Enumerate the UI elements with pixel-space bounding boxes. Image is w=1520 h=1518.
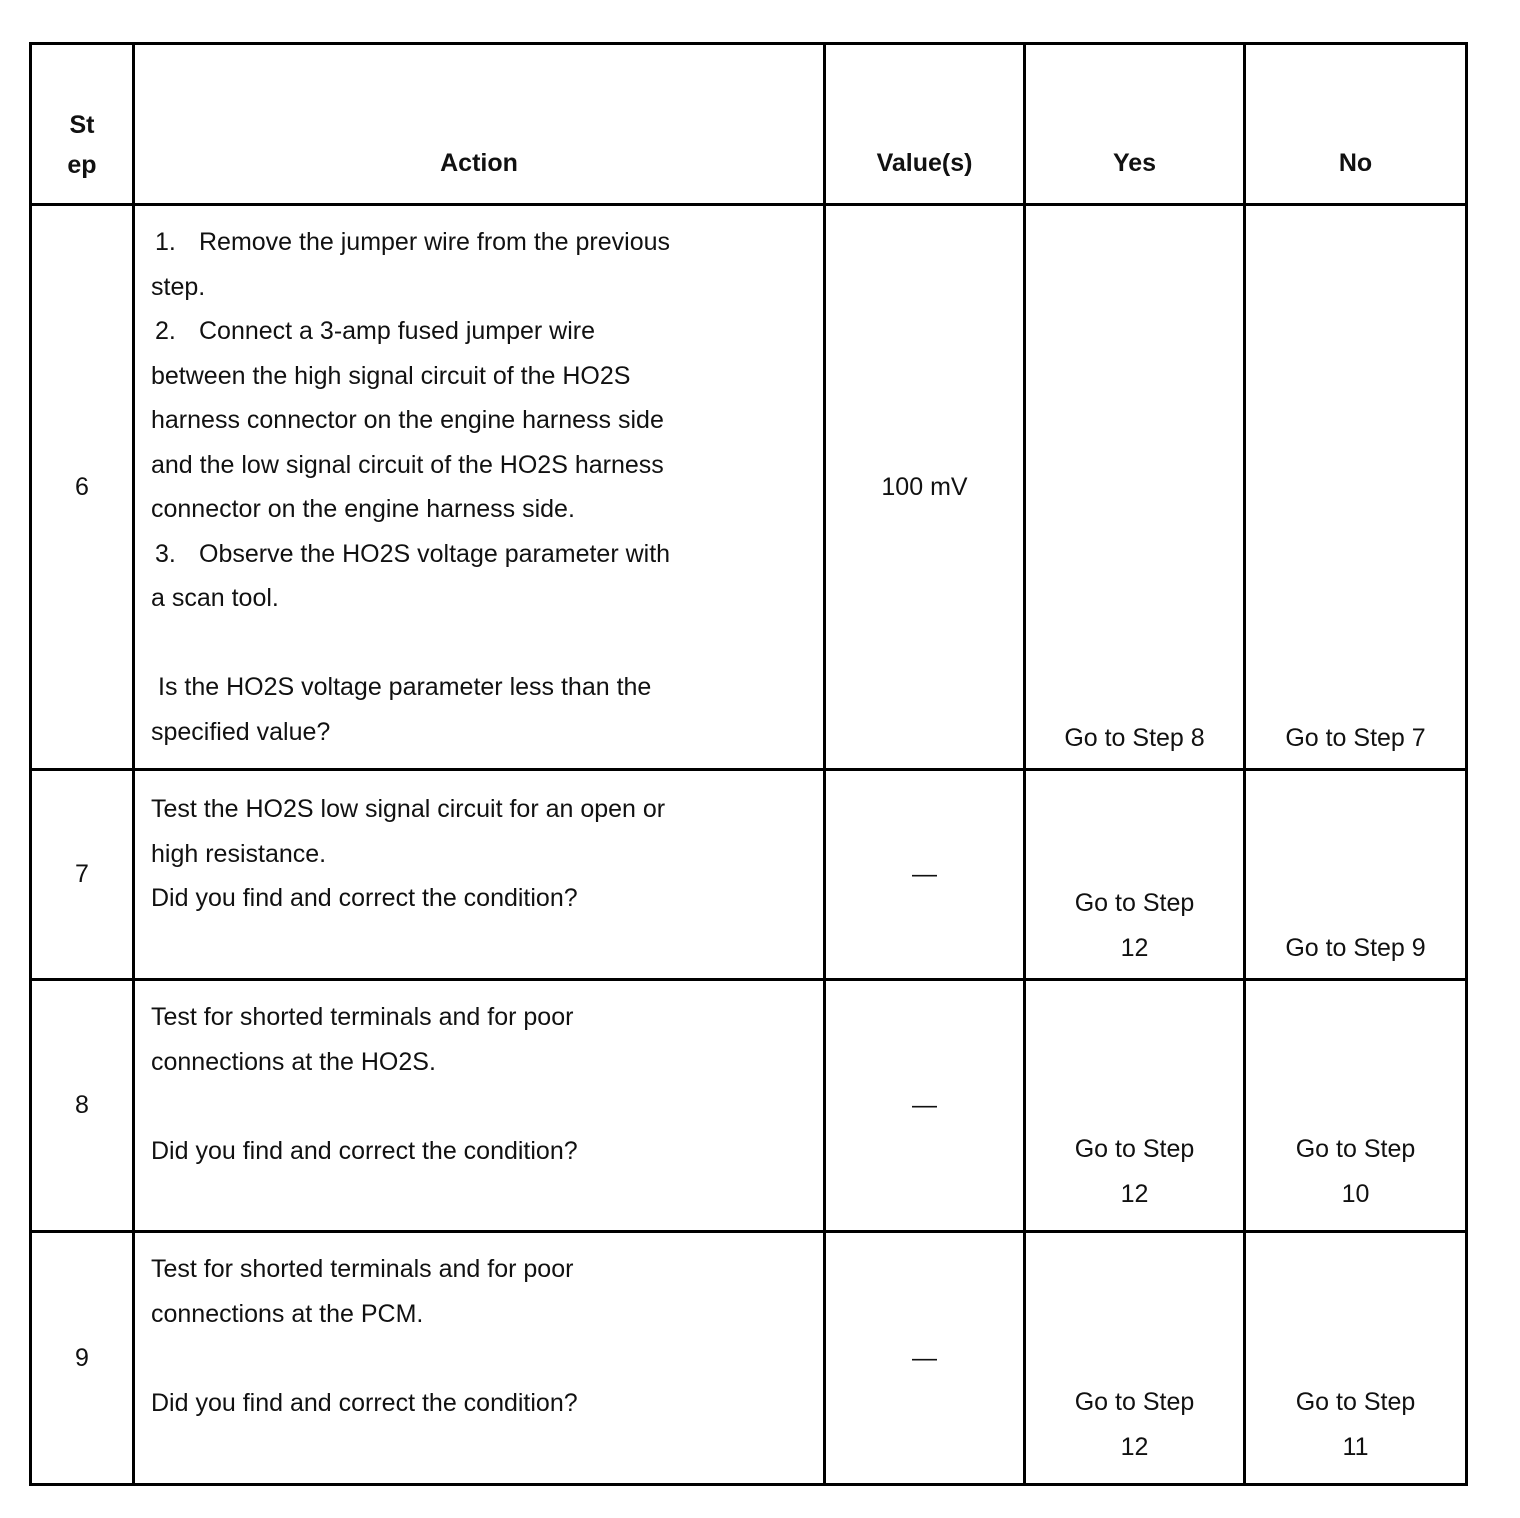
list-number: 1. bbox=[155, 228, 176, 256]
table-row bbox=[31, 770, 1467, 980]
header-action: Action bbox=[134, 44, 825, 205]
action-line: harness connector on the engine harness side bbox=[151, 406, 664, 434]
action-line bbox=[151, 309, 803, 354]
header-step-line1: St bbox=[69, 111, 95, 139]
no-cell: Go to Step 9 bbox=[1245, 770, 1467, 980]
yes-line: 12 bbox=[1120, 933, 1149, 962]
no-cell: Go to Step 7 bbox=[1245, 205, 1467, 770]
yes-line: Go to Step bbox=[1074, 1388, 1195, 1416]
diagnostic-table bbox=[29, 42, 1468, 1486]
table-row bbox=[31, 1232, 1467, 1485]
action-line: step. bbox=[151, 272, 206, 301]
yes-cell bbox=[1025, 1232, 1245, 1485]
value-cell bbox=[825, 980, 1025, 1232]
action-line: Test for shorted terminals and for poor bbox=[151, 1003, 574, 1031]
action-line bbox=[151, 532, 803, 577]
action-line: Test for shorted terminals and for poor bbox=[151, 1255, 574, 1283]
table-row bbox=[31, 205, 1467, 770]
list-number: 2. bbox=[155, 317, 176, 345]
action-cell bbox=[134, 205, 825, 770]
header-values: Value(s) bbox=[825, 44, 1025, 205]
action-line: and the low signal circuit of the HO2S harness bbox=[151, 450, 664, 479]
action-line bbox=[151, 220, 803, 265]
value-dash: — bbox=[912, 1091, 937, 1120]
yes-cell: Go to Step 8 bbox=[1025, 205, 1245, 770]
action-line: connector on the engine harness side. bbox=[151, 495, 575, 523]
no-cell bbox=[1245, 980, 1467, 1232]
list-number: 3. bbox=[155, 539, 176, 568]
value-dash: — bbox=[912, 860, 937, 889]
action-cell bbox=[134, 770, 825, 980]
action-text: Observe the HO2S voltage parameter with bbox=[199, 539, 671, 568]
header-step-line2: ep bbox=[67, 151, 97, 179]
header-row bbox=[31, 44, 1467, 205]
step-number: 9 bbox=[31, 1232, 134, 1485]
yes-cell bbox=[1025, 770, 1245, 980]
value-cell: 100 mV bbox=[825, 205, 1025, 770]
step-number: 6 bbox=[31, 205, 134, 770]
spacer bbox=[151, 1336, 803, 1381]
action-line: Test the HO2S low signal circuit for an open or bbox=[151, 795, 666, 823]
question-line: Did you find and correct the condition? bbox=[151, 1388, 578, 1417]
action-cell bbox=[134, 1232, 825, 1485]
action-line: connections at the PCM. bbox=[151, 1299, 424, 1328]
yes-line: Go to Step bbox=[1074, 889, 1195, 917]
header-step bbox=[31, 44, 134, 205]
header-yes: Yes bbox=[1025, 44, 1245, 205]
no-line: Go to Step bbox=[1295, 1135, 1416, 1163]
spacer bbox=[151, 621, 803, 666]
step-number: 8 bbox=[31, 980, 134, 1232]
question-line: Did you find and correct the condition? bbox=[151, 884, 578, 912]
action-text: Connect a 3-amp fused jumper wire bbox=[199, 317, 596, 345]
action-line: between the high signal circuit of the HO2S bbox=[151, 361, 631, 390]
action-text: Remove the jumper wire from the previous bbox=[199, 228, 671, 256]
action-cell bbox=[134, 980, 825, 1232]
header-no: No bbox=[1245, 44, 1467, 205]
spacer bbox=[151, 1084, 803, 1129]
yes-line: 12 bbox=[1120, 1432, 1149, 1461]
action-line: high resistance. bbox=[151, 839, 327, 868]
question-line: Did you find and correct the condition? bbox=[151, 1136, 578, 1165]
yes-line: 12 bbox=[1120, 1179, 1149, 1208]
no-cell bbox=[1245, 1232, 1467, 1485]
action-line: connections at the HO2S. bbox=[151, 1047, 436, 1076]
value-cell bbox=[825, 770, 1025, 980]
step-number: 7 bbox=[31, 770, 134, 980]
action-line: a scan tool. bbox=[151, 584, 279, 612]
question-line: Is the HO2S voltage parameter less than the bbox=[158, 673, 652, 701]
yes-cell bbox=[1025, 980, 1245, 1232]
value-cell bbox=[825, 1232, 1025, 1485]
value-dash: — bbox=[912, 1343, 937, 1372]
yes-line: Go to Step bbox=[1074, 1135, 1195, 1163]
question-line: specified value? bbox=[151, 717, 331, 746]
no-line: 11 bbox=[1342, 1432, 1369, 1461]
table-row bbox=[31, 980, 1467, 1232]
no-line: Go to Step bbox=[1295, 1388, 1416, 1416]
no-line: 10 bbox=[1341, 1179, 1370, 1208]
